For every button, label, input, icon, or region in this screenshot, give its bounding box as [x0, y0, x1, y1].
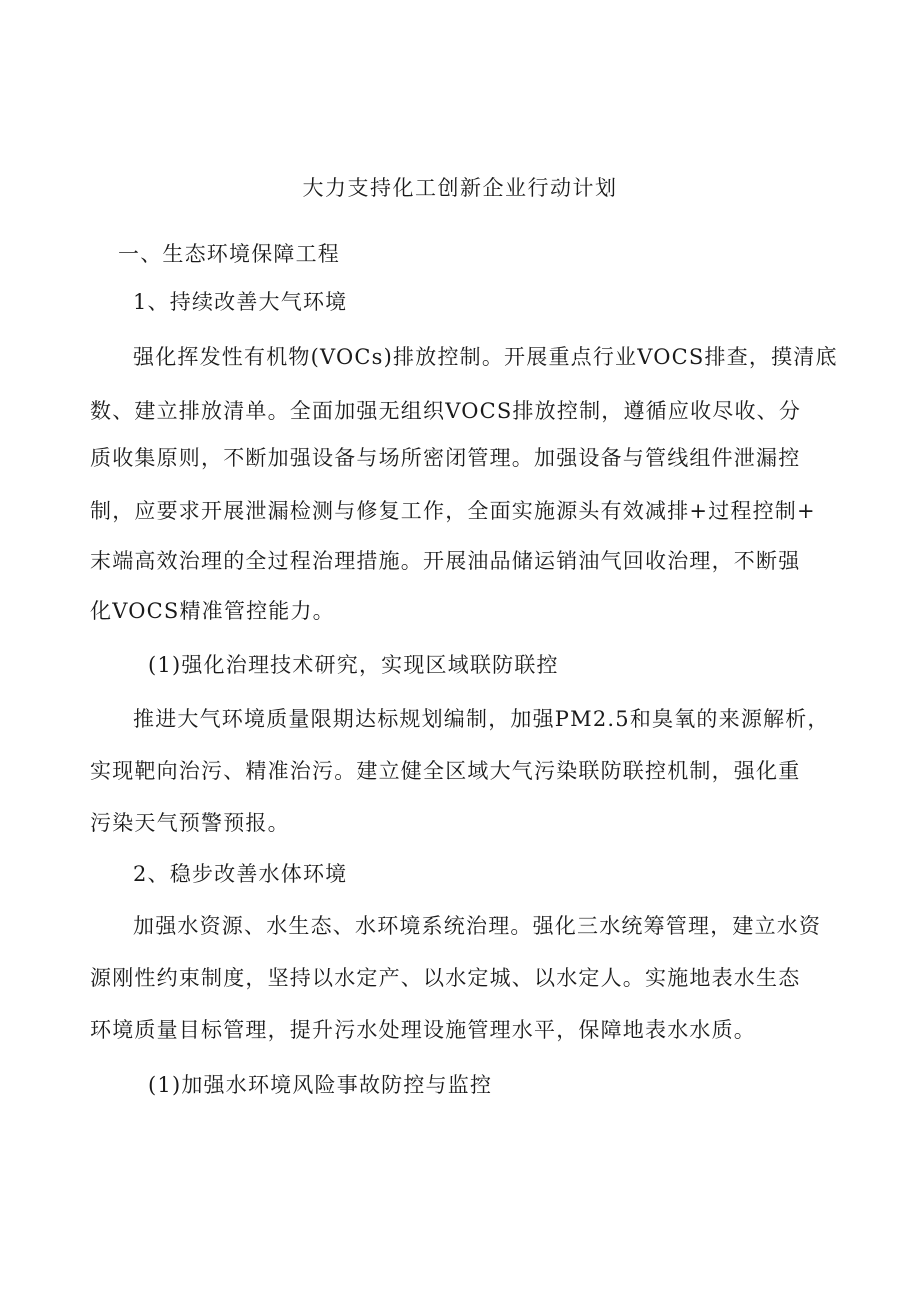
paragraph-line: 强化挥发性有机物(VOCs)排放控制。开展重点行业VOCS排查，摸清底	[133, 345, 838, 369]
paragraph-line: 推进大气环境质量限期达标规划编制，加强PM2.5和臭氧的来源解析，	[133, 707, 830, 731]
paragraph-line: 污染天气预警预报。	[90, 811, 290, 835]
paragraph-line: 源刚性约束制度，坚持以水定产、以水定城、以水定人。实施地表水生态	[90, 966, 801, 990]
subsection-heading: 1、持续改善大气环境	[133, 290, 348, 314]
paragraph-line: 实现靶向治污、精准治污。建立健全区域大气污染联防联控机制，强化重	[90, 759, 801, 783]
paragraph-line: 环境质量目标管理，提升污水处理设施管理水平，保障地表水水质。	[90, 1018, 756, 1042]
paragraph-line: 化VOCS精准管控能力。	[90, 599, 335, 623]
subsection-heading: 2、稳步改善水体环境	[133, 862, 348, 886]
section-heading: 一、生态环境保障工程	[118, 242, 340, 266]
paragraph-line: 制，应要求开展泄漏检测与修复工作，全面实施源头有效减排+过程控制+	[90, 499, 816, 523]
document-title: 大力支持化工创新企业行动计划	[302, 176, 618, 200]
paragraph-line: 加强水资源、水生态、水环境系统治理。强化三水统筹管理，建立水资	[133, 914, 822, 938]
paragraph-line: 末端高效治理的全过程治理措施。开展油品储运销油气回收治理，不断强	[90, 549, 801, 573]
item-heading: (1)加强水环境风险事故防控与监控	[148, 1073, 493, 1097]
paragraph-line: 数、建立排放清单。全面加强无组织VOCS排放控制，遵循应收尽收、分	[90, 399, 802, 423]
paragraph-line: 质收集原则，不断加强设备与场所密闭管理。加强设备与管线组件泄漏控	[90, 446, 801, 470]
item-heading: (1)强化治理技术研究，实现区域联防联控	[148, 653, 559, 677]
